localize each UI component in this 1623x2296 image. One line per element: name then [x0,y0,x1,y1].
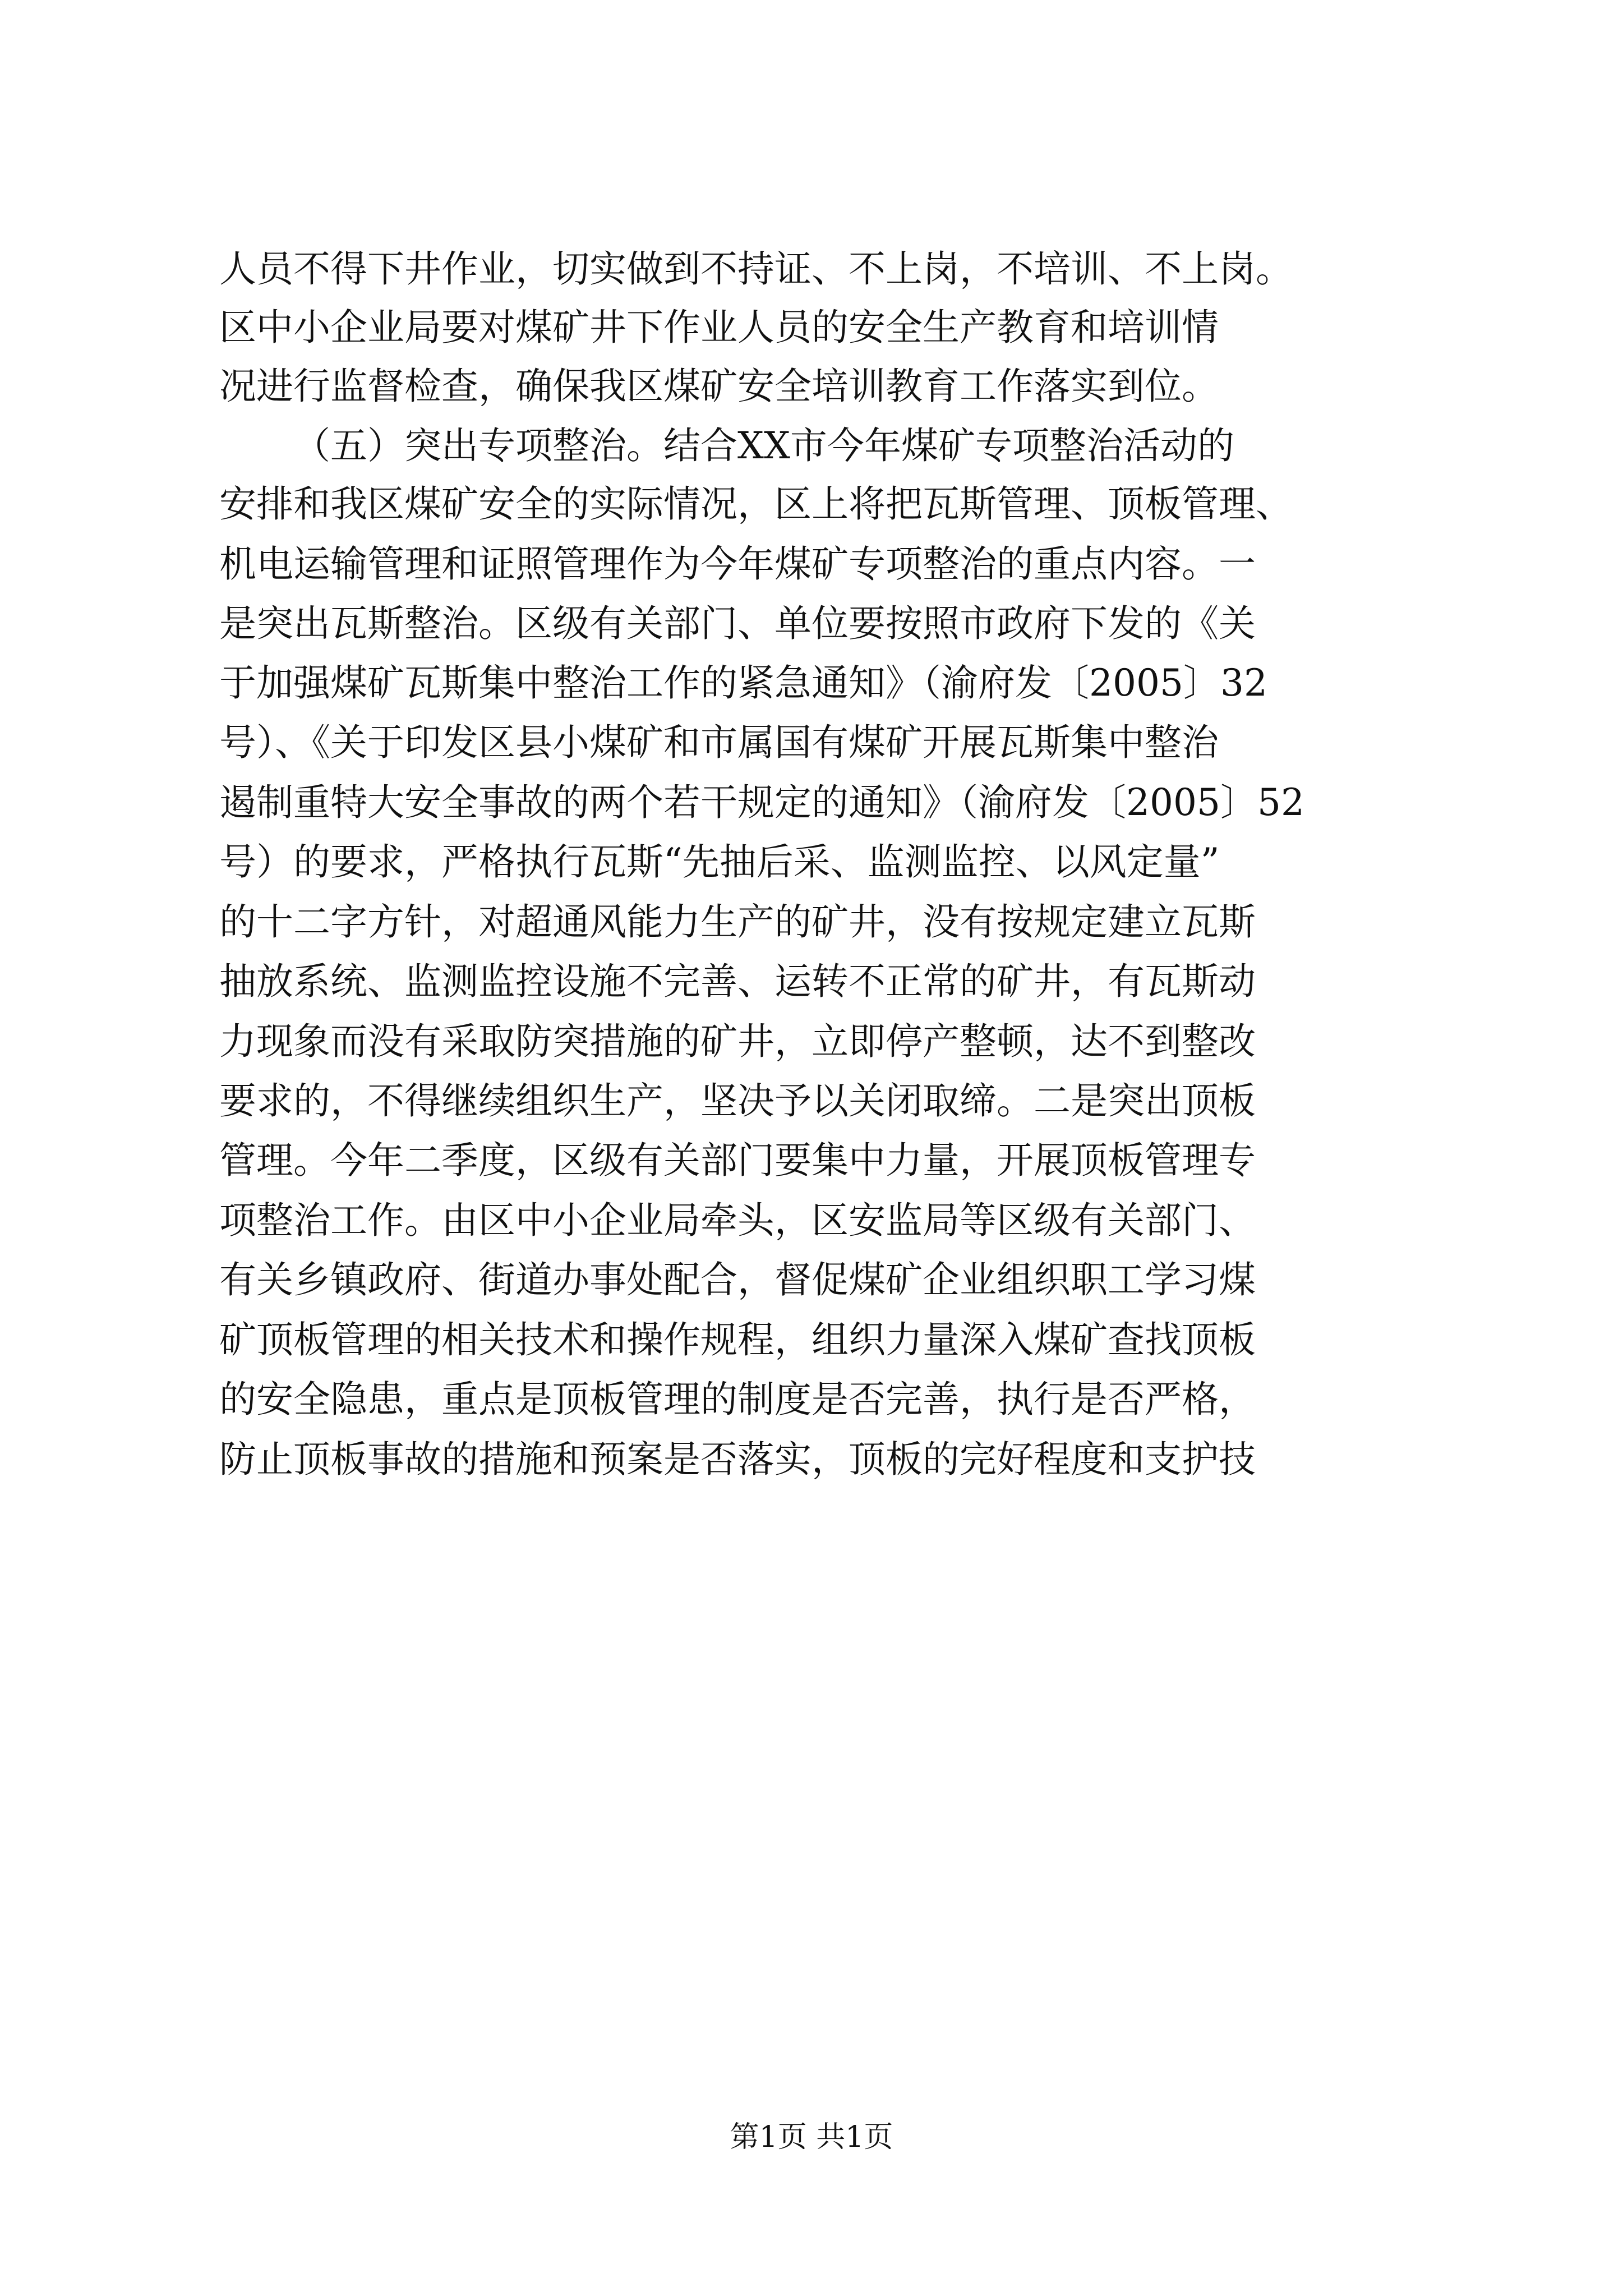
page-footer: 第1页 共1页 [730,2120,893,2154]
text-line: 的安全隐患，重点是顶板管理的制度是否完善，执行是否严格， [219,1378,1256,1421]
text-line: 是突出瓦斯整治。区级有关部门、单位要按照市政府下发的《关 [219,602,1256,645]
text-line: 有关乡镇政府、街道办事处配合，督促煤矿企业组织职工学习煤 [219,1258,1256,1301]
text-line: 力现象而没有采取防突措施的矿井，立即停产整顿，达不到整改 [219,1020,1256,1063]
text-line: 于加强煤矿瓦斯集中整治工作的紧急通知》（渝府发〔2005〕32 [219,661,1267,705]
text-line: 安排和我区煤矿安全的实际情况，区上将把瓦斯管理、顶板管理、 [219,482,1293,526]
text-line: 况进行监督检查，确保我区煤矿安全培训教育工作落实到位。 [219,365,1219,408]
text-line: 管理。今年二季度，区级有关部门要集中力量，开展顶板管理专 [219,1139,1256,1182]
text-line: 区中小企业局要对煤矿井下作业人员的安全生产教育和培训情 [219,306,1219,349]
text-line: 号）的要求，严格执行瓦斯“先抽后采、监测监控、以风定量” [219,840,1220,884]
text-line: 机电运输管理和证照管理作为今年煤矿专项整治的重点内容。一 [219,542,1256,586]
text-line: 项整治工作。由区中小企业局牵头，区安监局等区级有关部门、 [219,1199,1256,1242]
text-line: 号）、《关于印发区县小煤矿和市属国有煤矿开展瓦斯集中整治 [219,721,1219,764]
text-line: 防止顶板事故的措施和预案是否落实，顶板的完好程度和支护技 [219,1438,1256,1481]
text-line: 的十二字方针，对超通风能力生产的矿井，没有按规定建立瓦斯 [219,900,1256,944]
paragraph-start-line: （五）突出专项整治。结合XX市今年煤矿专项整治活动的 [293,424,1234,467]
text-line: 遏制重特大安全事故的两个若干规定的通知》（渝府发〔2005〕52 [219,781,1304,824]
text-line: 抽放系统、监测监控设施不完善、运转不正常的矿井，有瓦斯动 [219,960,1256,1003]
text-line: 人员不得下井作业，切实做到不持证、不上岗，不培训、不上岗。 [219,247,1293,291]
text-line: 矿顶板管理的相关技术和操作规程，组织力量深入煤矿查找顶板 [219,1318,1256,1361]
text-line: 要求的，不得继续组织生产，坚决予以关闭取缔。二是突出顶板 [219,1079,1256,1122]
